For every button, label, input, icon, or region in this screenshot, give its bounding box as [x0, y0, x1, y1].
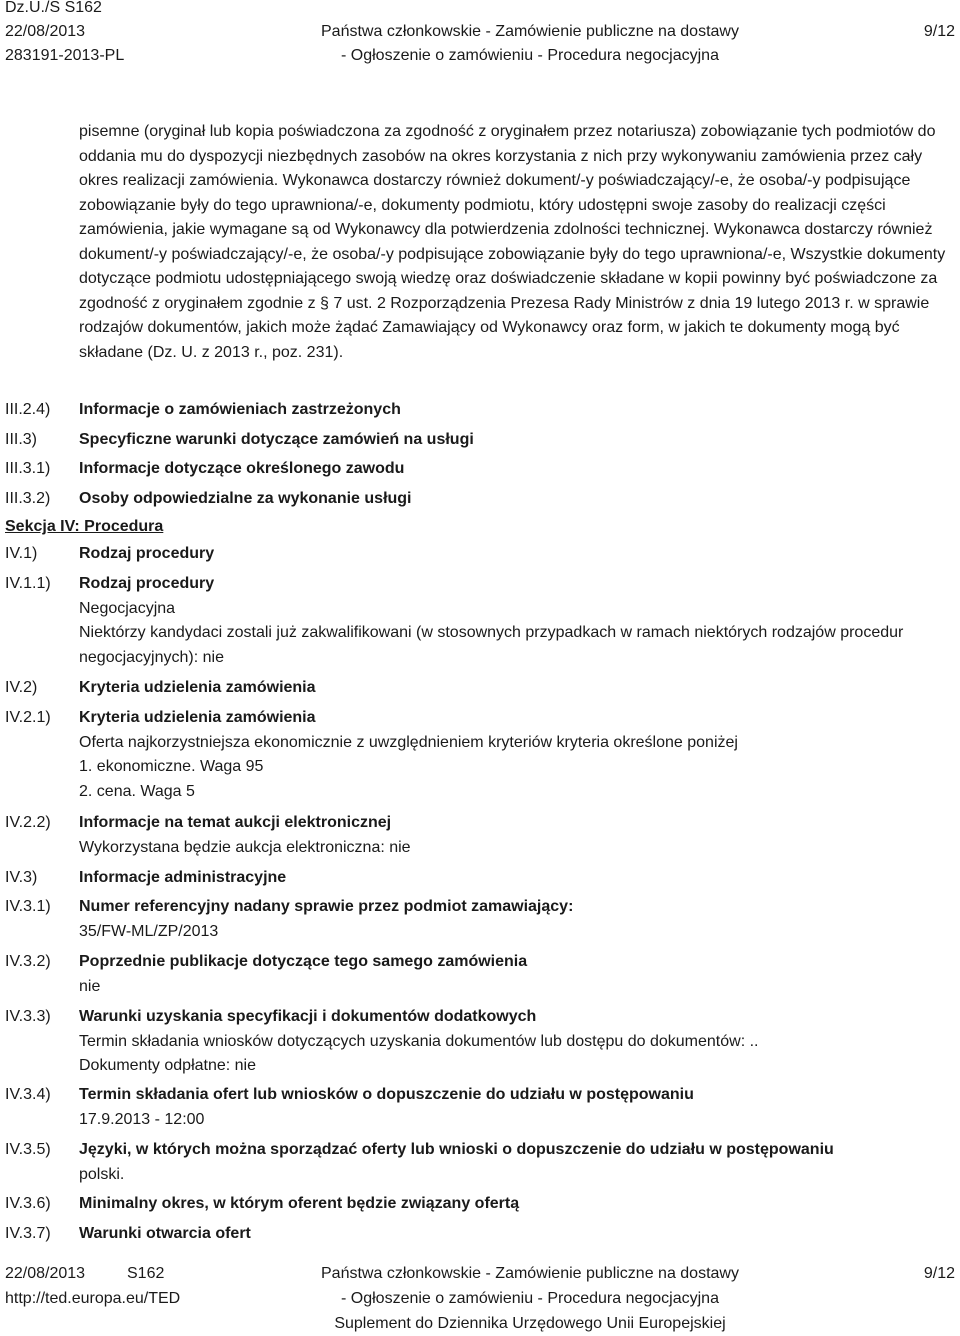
section-heading: Kryteria udzielenia zamówienia	[79, 679, 316, 696]
section-number: III.3.1)	[5, 460, 51, 477]
section-heading: Numer referencyjny nadany sprawie przez podmiot zamawiający:	[79, 898, 574, 915]
section-body	[79, 1222, 949, 1247]
document-id: Dz.U./S S162	[5, 0, 102, 16]
section-number: IV.3.4)	[5, 1086, 51, 1103]
section-body	[79, 1138, 949, 1187]
section-body	[79, 895, 949, 944]
section-body	[79, 1005, 949, 1079]
section-line: Dokumenty odpłatne: nie	[79, 1057, 256, 1074]
intro-text: pisemne (oryginał lub kopia poświadczona za zgodność z oryginałem przez notariusza) zobowiązanie tych podmiotów do oddania mu do dyspozycji niezbędnych zasobów na okres korzystania z nich przy wykonywaniu zamówienia przez cały okres realizacji zamówienia. Wykonawca dostarczy również dokument/-y poświadczający/-e, że osoba/-y podpisujące zobowiązanie były do tego uprawniona/-e, dokumenty podmiotu, który udostępni swoje zasoby do realizacji części zamówienia, jakie wymagane są od Wykonawcy dla potwierdzenia zdolności technicznej. Wykonawca dostarczy również dokument/-y poświadczający/-e, że osoba/-y podpisujące zobowiązanie były do tego uprawniona/-e, Wszystkie dokumenty dotyczące podmiotu udostępniającego swoją wiedzę oraz doświadczenie składane w kopii powinny być poświadczone za zgodność z oryginałem zgodnie z § 7 ust. 2 Rozporządzenia Prezesa Rady Ministrów z dnia 19 lutego 2013 r. w sprawie rodzajów dokumentów, jakich może żądać Zamawiający od Wykonawcy oraz form, w jakich te dokumenty mogą być składane (Dz. U. z 2013 r., poz. 231).	[79, 123, 946, 361]
footer-page-number: 9/12	[923, 1265, 955, 1282]
footer-title-line2: - Ogłoszenie o zamówieniu - Procedura negocjacyjna	[341, 1290, 719, 1307]
section-number: IV.3.6)	[5, 1195, 51, 1212]
section-body	[79, 706, 949, 804]
section-line: Wykorzystana będzie aukcja elektroniczna: nie	[79, 838, 411, 856]
section-body	[79, 676, 949, 701]
section-number: IV.3.5)	[5, 1141, 51, 1158]
section-number: IV.2.1)	[5, 709, 51, 726]
section-line: Negocjacyjna	[79, 599, 176, 617]
intro-paragraph	[79, 120, 949, 365]
footer-series: S162	[127, 1265, 165, 1282]
page-footer	[0, 1262, 960, 1334]
section-line: 1. ekonomiczne. Waga 95	[79, 758, 264, 775]
section-body	[79, 866, 949, 891]
section-number: IV.1.1)	[5, 575, 51, 592]
page-header	[0, 0, 960, 72]
section-line: 2. cena. Waga 5	[79, 782, 195, 800]
section-heading: Osoby odpowiedzialne za wykonanie usługi	[79, 490, 412, 507]
section-body	[79, 811, 949, 860]
section-line: polski.	[79, 1165, 125, 1183]
header-page-number: 9/12	[923, 23, 955, 40]
section-iv-title: Sekcja IV: Procedura	[5, 518, 164, 535]
section-number: IV.1)	[5, 545, 38, 562]
section-heading: Minimalny okres, w którym oferent będzie związany ofertą	[79, 1195, 520, 1212]
section-line: 35/FW-ML/ZP/2013	[79, 922, 219, 940]
section-number: IV.2.2)	[5, 814, 51, 831]
footer-url[interactable]: http://ted.europa.eu/TED	[5, 1290, 181, 1307]
section-heading: Specyficzne warunki dotyczące zamówień na usługi	[79, 431, 474, 448]
section-number: III.2.4)	[5, 401, 51, 418]
section-line: 17.9.2013 - 12:00	[79, 1110, 205, 1128]
footer-title-line3: Suplement do Dziennika Urzędowego Unii Europejskiej	[334, 1315, 726, 1332]
section-line: Niektórzy kandydaci zostali już zakwalifikowani (w stosownych przypadkach w ramach niektórych rodzajów procedur negocjacyjnych): nie	[79, 624, 904, 666]
section-number: IV.3)	[5, 869, 38, 886]
header-number: 283191-2013-PL	[5, 47, 125, 64]
section-body	[79, 572, 949, 670]
section-line: Oferta najkorzystniejsza ekonomicznie z uwzględnieniem kryteriów kryteria określone poniżej	[79, 733, 738, 751]
section-body	[79, 950, 949, 999]
section-line: Termin składania wniosków dotyczących uzyskania dokumentów lub dostępu do dokumentów: ..	[79, 1032, 759, 1050]
section-body	[79, 1083, 949, 1132]
section-body	[79, 1192, 949, 1217]
section-body	[79, 542, 949, 567]
section-heading: Poprzednie publikacje dotyczące tego samego zamówienia	[79, 953, 528, 970]
section-heading: Warunki otwarcia ofert	[79, 1225, 251, 1242]
section-heading: Informacje o zamówieniach zastrzeżonych	[79, 401, 401, 418]
section-number: III.3.2)	[5, 490, 51, 507]
section-heading: Termin składania ofert lub wniosków o dopuszczenie do udziału w postępowaniu	[79, 1086, 694, 1103]
header-title-line2: - Ogłoszenie o zamówieniu - Procedura negocjacyjna	[341, 47, 719, 64]
header-date: 22/08/2013	[5, 23, 86, 40]
section-number: IV.3.1)	[5, 898, 51, 915]
footer-title-line1: Państwa członkowskie - Zamówienie publiczne na dostawy	[321, 1265, 739, 1282]
section-heading: Warunki uzyskania specyfikacji i dokumentów dodatkowych	[79, 1008, 537, 1025]
section-number: IV.3.7)	[5, 1225, 51, 1242]
section-line: nie	[79, 977, 101, 995]
section-heading: Kryteria udzielenia zamówienia	[79, 709, 316, 726]
section-number: IV.2)	[5, 679, 38, 696]
section-heading: Informacje administracyjne	[79, 869, 287, 886]
section-heading: Rodzaj procedury	[79, 545, 215, 562]
footer-date: 22/08/2013	[5, 1265, 86, 1282]
section-heading: Języki, w których można sporządzać oferty lub wnioski o dopuszczenie do udziału w postępowaniu	[79, 1141, 834, 1158]
header-title-line1: Państwa członkowskie - Zamówienie publiczne na dostawy	[321, 23, 739, 40]
section-number: IV.3.2)	[5, 953, 51, 970]
section-heading: Informacje dotyczące określonego zawodu	[79, 460, 405, 477]
section-number: III.3)	[5, 431, 38, 448]
section-number: IV.3.3)	[5, 1008, 51, 1025]
section-heading: Informacje na temat aukcji elektronicznej	[79, 814, 392, 831]
section-heading: Rodzaj procedury	[79, 575, 215, 592]
